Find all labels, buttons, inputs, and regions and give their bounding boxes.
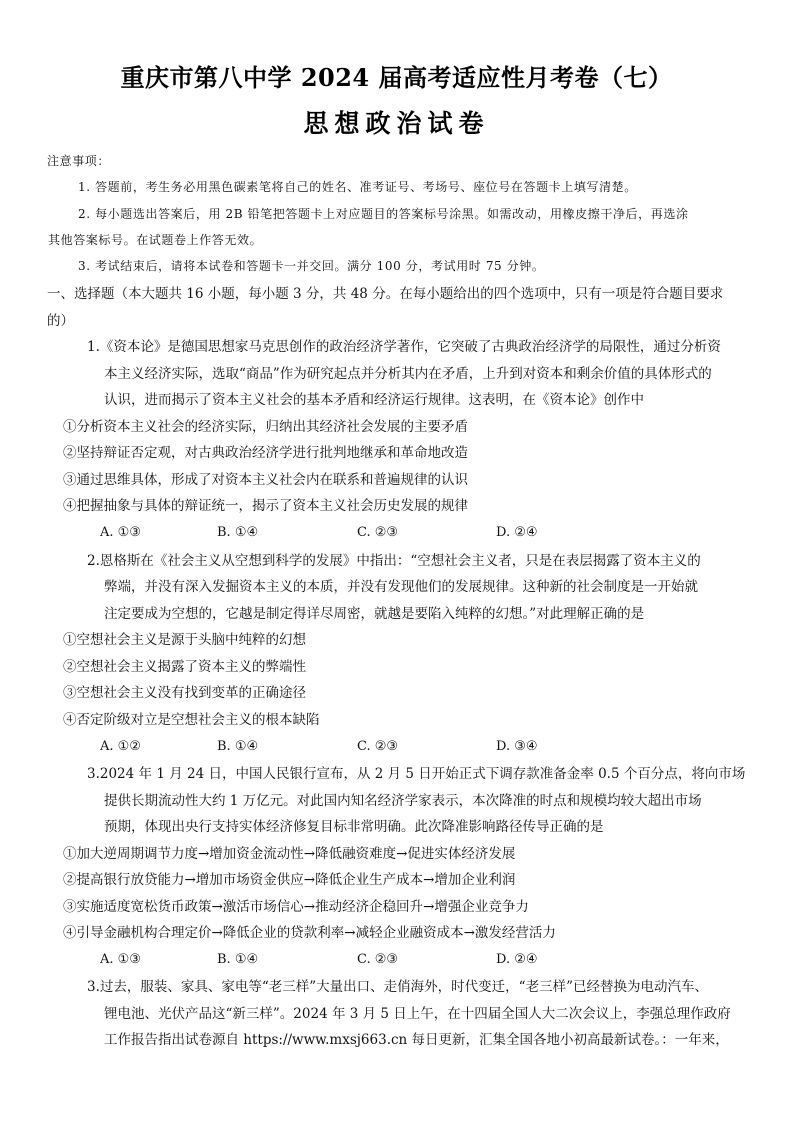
question-stem-line: 提供长期流动性大约 1 万亿元。对此国内知名经济学家表示，本次降准的时点和规模均较大超出市场 [104,793,702,809]
notice-heading: 注意事项： [47,154,111,168]
statement-option: ③通过思维具体，形成了对资本主义社会内在联系和普遍规律的认识 [63,472,468,488]
question-stem-line: 本主义经济实际，选取“商品”作为研究起点并分析其内在矛盾，上升到对资本和剩余价值的具体形式的 [104,366,712,382]
answer-choice-d: D. ③④ [496,739,538,754]
question-stem-line: 弊端，并没有深入发掘资本主义的本质，并没有发现他们的发展规律。这种新的社会制度是一开始就 [104,579,698,595]
question-stem-line: 认识，进而揭示了资本主义社会的基本矛盾和经济运行规律。这表明，在《资本论》创作中 [104,392,644,408]
question-stem-line: 3.2024 年 1 月 24 日，中国人民银行宣布，从 2 月 5 日开始正式下调存款准备金率 0.5 个百分点，将向市场 [87,766,746,782]
answer-choice-b: B. ①④ [217,952,259,967]
question-stem-line: 1.《资本论》是德国思想家马克思创作的政治经济学著作，它突破了古典政治经济学的局限性，通过分析资 [87,339,721,355]
statement-option: ①分析资本主义社会的经济实际，归纳出其经济社会发展的主要矛盾 [63,419,468,435]
answer-choice-a: A. ①③ [100,952,141,967]
exam-title: 重庆市第八中学 2024 届高考适应性月考卷（七） [120,63,673,92]
question-stem-line: 3.过去，服装、家具、家电等“老三样”大量出口、走俏海外，时代变迁，“老三样”已经替换为电动汽车、 [87,979,708,995]
answer-choice-c: C. ②③ [357,525,399,540]
section-heading: 一、选择题（本大题共 16 小题，每小题 3 分，共 48 分。在每小题给出的四个选项中，只有一项是符合题目要求 [47,286,724,302]
question-stem-line: 预期，体现出央行支持实体经济修复目标非常明确。此次降准影响路径传导正确的是 [104,819,604,835]
statement-option: ②坚持辩证否定观，对古典政治经济学进行批判地继承和革命地改造 [63,445,468,461]
statement-option: ④把握抽象与具体的辩证统一，揭示了资本主义社会历史发展的规律 [63,498,468,514]
question-stem-line: 2.恩格斯在《社会主义从空想到科学的发展》中指出：“空想社会主义者，只是在表层揭露了资本主义的 [87,553,701,569]
answer-choice-d: D. ②④ [496,952,538,967]
answer-choice-b: B. ①④ [217,739,259,754]
question-stem-line: 锂电池、光伏产品这“新三样”。2024 年 3 月 5 日上午，在十四届全国人大二次会议上，李强总理作政府 [104,1006,731,1022]
statement-option: ③实施适度宽松货币政策→激活市场信心→推动经济企稳回升→增强企业竞争力 [63,899,529,915]
question-stem-line: 工作报告指出试卷源自 https://www.mxsj663.cn 每日更新，汇集全国各地小初高最新试卷。：一年来， [104,1032,729,1048]
statement-option: ①加大逆周期调节力度→增加资金流动性→降低融资难度→促进实体经济发展 [63,846,516,862]
notice-item-2: 2. 每小题选出答案后，用 2B 铅笔把答题卡上对应题目的答案标号涂黑。如需改动，用橡皮擦干净后，再选涂 [78,207,689,221]
notice-item-2-cont: 其他答案标号。在试题卷上作答无效。 [48,233,263,247]
statement-option: ④引导金融机构合理定价→降低企业的贷款利率→减轻企业融资成本→激发经营活力 [63,925,556,941]
answer-choice-c: C. ②③ [357,952,399,967]
answer-choice-a: A. ①③ [100,525,141,540]
statement-option: ②提高银行放贷能力→增加市场资金供应→降低企业生产成本→增加企业利润 [63,872,516,888]
notice-item-3: 3. 考试结束后，请将本试卷和答题卡一并交回。满分 100 分，考试用时 75 分钟。 [78,259,545,273]
statement-option: ②空想社会主义揭露了资本主义的弊端性 [63,659,306,675]
statement-option: ④否定阶级对立是空想社会主义的根本缺陷 [63,712,320,728]
exam-subject-title: 思想政治试卷 [303,109,490,138]
answer-choice-b: B. ①④ [217,525,259,540]
notice-item-1: 1. 答题前，考生务必用黑色碳素笔将自己的姓名、准考证号、考场号、座位号在答题卡上填写清楚。 [78,180,637,194]
answer-choice-a: A. ①② [100,739,141,754]
statement-option: ①空想社会主义是源于头脑中纯粹的幻想 [63,632,306,648]
statement-option: ③空想社会主义没有找到变革的正确途径 [63,685,306,701]
answer-choice-c: C. ②③ [357,739,399,754]
question-stem-line: 注定要成为空想的，它越是制定得详尽周密，就越是要陷入纯粹的幻想。”对此理解正确的是 [104,606,645,622]
section-heading-cont: 的） [47,313,74,329]
answer-choice-d: D. ②④ [496,525,538,540]
